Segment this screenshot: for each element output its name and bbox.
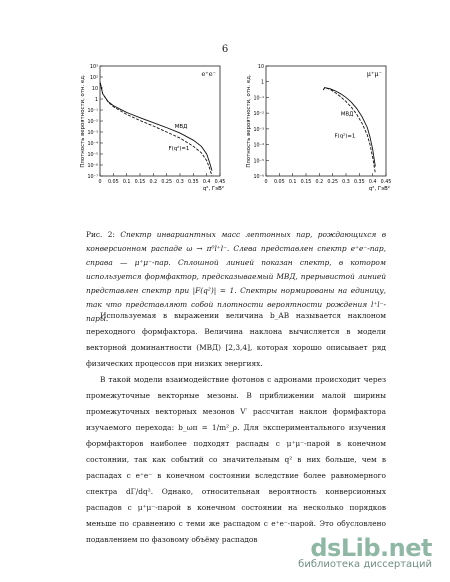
body-text	[86, 308, 386, 548]
series-vmd-line	[323, 88, 375, 167]
x-tick-label: 0.25	[327, 180, 339, 185]
y-axis-label: Плотность вероятности, отн. ед.	[246, 74, 252, 168]
y-tick-label: 10	[257, 65, 264, 70]
process-label: μ⁺μ⁻	[366, 70, 382, 78]
y-tick-label: 10	[91, 87, 98, 92]
y-tick-label: 10⁻⁵	[253, 159, 264, 165]
y-tick-label: 10⁻²	[87, 120, 98, 125]
x-tick-label: 0.35	[187, 180, 199, 185]
x-axis-label: q², ГэВ²	[368, 186, 390, 192]
x-tick-label: 0.1	[122, 180, 131, 185]
y-tick-label: 1	[94, 98, 98, 103]
y-tick-label: 10⁻¹	[87, 109, 98, 114]
x-tick-label: 0.4	[202, 180, 211, 185]
watermark-subtitle: библиотека диссертаций	[298, 559, 432, 570]
x-tick-label: 0.45	[380, 180, 392, 185]
x-tick-label: 0.2	[315, 180, 324, 185]
process-label: e⁺e⁻	[201, 70, 216, 78]
y-tick-label: 10⁻³	[87, 131, 98, 136]
paragraph: В такой модели взаимодействие фотонов с адронами происходит через промежуточные векторные мезоны. В приближении малой ширины промежуточных векторных мезонов V′ рассчитан наклон формфактора изучаемого перехода: b_ωπ = 1/m²_ρ. Для экспериментального изучения формфакторов наиболее подходят распады с μ⁺μ⁻-парой в конечном состоянии, так как событий со значительным q² в них больше, чем в распадах с e⁺e⁻ в конечном состоянии вследствие более равномерного спектра dΓ/dq². Однако, относительная вероятность конверсионных распадов с μ⁺μ⁻-парой в конечном состоянии на несколько порядков меньше по сравнению с теми же распадом с e⁺e⁻-парой. Это обусловлено подавлением по фазовому объёму распадов	[86, 375, 386, 544]
x-tick-label: 0.05	[273, 180, 285, 185]
y-tick-label: 10⁻⁵	[87, 153, 98, 158]
x-tick-label: 0.15	[134, 180, 146, 185]
x-tick-label: 0.2	[149, 180, 158, 185]
curve-label-vmd: МВД	[174, 124, 188, 131]
chart-svg	[244, 58, 394, 198]
curve-label-vmd: МВД	[340, 111, 354, 118]
y-tick-label: 10⁻⁷	[87, 175, 98, 180]
plot-frame	[266, 66, 386, 176]
x-tick-label: 0.35	[353, 180, 365, 185]
page-number: 6	[221, 44, 229, 55]
y-tick-label: 10³	[89, 65, 98, 70]
x-tick-label: 0	[98, 180, 102, 185]
x-tick-label: 0.4	[368, 180, 377, 185]
x-tick-label: 0.05	[107, 180, 119, 185]
watermark	[298, 534, 432, 570]
chart-svg	[78, 58, 228, 198]
paragraph: Используемая в выражении величина b_AB называется наклоном переходного формфактора. Величина наклона вычисляется в модели векторной доминантности (МВД) [2,3,4], которая хорошо описывает ряд физических процессов при низких энергиях.	[86, 311, 386, 368]
plot-frame	[100, 66, 220, 176]
caption-lead: Рис. 2:	[86, 230, 115, 239]
y-tick-label: 10⁻⁶	[253, 175, 264, 180]
y-tick-label: 10⁻⁴	[253, 143, 264, 149]
watermark-logo: dsLib.net	[310, 534, 432, 562]
y-tick-label: 10⁻⁶	[87, 164, 98, 169]
chart-ee-spectrum	[78, 58, 228, 198]
x-tick-label: 0.15	[300, 180, 312, 185]
caption-text: Спектр инвариантных масс лептонных пар, рождающихся в конверсионном распаде ω → π⁰l⁺l⁻. Слева представлен спектр e⁺e⁻-пар, справа — μ⁺μ⁻-пар. Сплошной линией показан спектр, в котором используется формфактор, предсказываемый МВД, прерывистой линией представлен спектр при |F(q²)| = 1. Спектры нормированы на единицу, так что представляют собой плотности вероятности рождения l⁺l⁻-пары.	[86, 230, 386, 323]
y-tick-label: 10⁻²	[253, 112, 264, 118]
x-tick-label: 0.3	[176, 180, 184, 185]
x-tick-label: 0	[264, 180, 268, 185]
x-tick-label: 0.3	[342, 180, 350, 185]
series-vmd-line	[100, 83, 212, 171]
y-tick-label: 10²	[89, 76, 98, 81]
x-axis-label: q², ГэВ²	[202, 186, 224, 192]
series-f1-line	[100, 83, 212, 176]
x-tick-label: 0.45	[214, 180, 226, 185]
curve-label-f1: F(q²)=1	[334, 133, 356, 140]
y-tick-label: 10⁻⁴	[87, 142, 98, 147]
y-tick-label: 10⁻³	[253, 127, 264, 133]
curve-label-f1: F(q²)=1	[168, 146, 190, 153]
y-axis-label: Плотность вероятности, отн. ед.	[80, 74, 86, 168]
y-tick-label: 1	[260, 80, 264, 86]
x-tick-label: 0.25	[161, 180, 173, 185]
y-tick-label: 10⁻¹	[253, 96, 264, 102]
chart-mumu-spectrum	[244, 58, 394, 198]
x-tick-label: 0.1	[288, 180, 297, 185]
